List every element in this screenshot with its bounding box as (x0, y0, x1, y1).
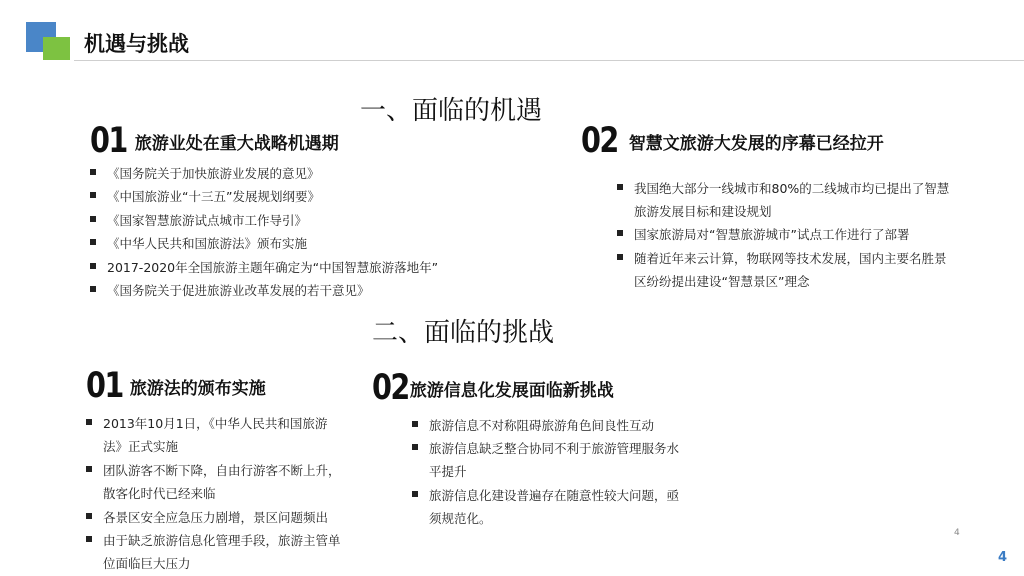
list-item (86, 412, 346, 459)
block-title: 旅游法的颁布实施 (129, 378, 266, 399)
list-item-text: 《国务院关于加快旅游业发展的意见》 (107, 166, 320, 181)
list-item (90, 256, 490, 279)
list-item-text: 国家旅游局对“智慧旅游城市”试点工作进行了部署 (634, 227, 910, 243)
list-item-text: 《中华人民共和国旅游法》颁布实施 (107, 236, 308, 252)
list-item (86, 459, 346, 506)
block-number: 01 (86, 366, 123, 406)
square-bullet-icon (90, 216, 96, 222)
list-item (617, 223, 957, 246)
square-bullet-icon (617, 254, 623, 260)
block-heading-challenge-1 (86, 366, 266, 406)
list-item (412, 437, 682, 483)
list-item-text: 随着近年来云计算，物联网等技术发展，国内主要名胜景区纷纷提出建设“智慧景区”理念 (634, 250, 947, 289)
square-bullet-icon (90, 239, 96, 245)
list-item (412, 484, 682, 530)
square-bullet-icon (617, 184, 623, 190)
square-bullet-icon (86, 466, 92, 472)
list-item (90, 232, 490, 255)
square-bullet-icon (86, 536, 92, 542)
square-bullet-icon (86, 513, 92, 519)
block-title: 智慧文旅游大发展的序幕已经拉开 (628, 133, 884, 154)
block-heading-opportunity-2 (581, 121, 884, 161)
block-number: 01 (90, 121, 127, 161)
logo-green-square (43, 37, 70, 60)
slide-title: 机遇与挑战 (84, 32, 189, 56)
list-item-text: 各景区安全应急压力剧增，景区问题频出 (103, 509, 329, 525)
list-item-text: 由于缺乏旅游信息化管理手段，旅游主管单位面临巨大压力 (103, 533, 341, 572)
list-item-text: 旅游信息不对称阻碍旅游角色间良性互动 (429, 418, 655, 433)
square-bullet-icon (90, 192, 96, 198)
list-item-text: 《中国旅游业“十三五”发展规划纲要》 (107, 189, 320, 205)
list-item-text: 团队游客不断下降，自由行游客不断上升，散客化时代已经来临 (103, 462, 341, 502)
page-number: 4 (998, 550, 1008, 565)
bullet-list-challenge-2 (412, 414, 682, 530)
list-item-text: 《国务院关于促进旅游业改革发展的若干意见》 (107, 283, 370, 299)
list-item (86, 506, 346, 529)
bullet-list-opportunity-2 (617, 177, 957, 293)
square-bullet-icon (617, 230, 623, 236)
square-bullet-icon (412, 421, 418, 427)
section-title-opportunities: 一、面临的机遇 (360, 96, 543, 126)
bullet-list-opportunity-1 (90, 162, 490, 302)
block-number: 02 (581, 121, 618, 161)
list-item (86, 529, 346, 576)
list-item-text: 《国家智慧旅游试点城市工作导引》 (107, 212, 308, 228)
list-item-text: 我国绝大部分一线城市和80%的二线城市均已提出了智慧旅游发展目标和建设规划 (634, 181, 950, 220)
list-item (90, 209, 490, 232)
block-heading-challenge-2 (372, 368, 614, 408)
block-heading-opportunity-1 (90, 121, 339, 161)
section-title-challenges: 二、面临的挑战 (372, 318, 555, 348)
square-bullet-icon (90, 263, 96, 269)
square-bullet-icon (412, 491, 418, 497)
block-number: 02 (372, 368, 409, 408)
header-divider (74, 60, 1024, 61)
list-item-text: 2017-2020年全国旅游主题年确定为“中国智慧旅游落地年” (107, 259, 439, 275)
list-item (90, 185, 490, 208)
square-bullet-icon (90, 286, 96, 292)
list-item-text: 旅游信息化建设普遍存在随意性较大问题，亟须规范化。 (429, 487, 680, 526)
square-bullet-icon (412, 444, 418, 450)
list-item (90, 162, 490, 185)
list-item (412, 414, 682, 437)
square-bullet-icon (86, 419, 92, 425)
list-item (617, 247, 957, 293)
list-item-text: 2013年10月1日，《中华人民共和国旅游法》正式实施 (103, 416, 328, 455)
list-item-text: 旅游信息缺乏整合协同不利于旅游管理服务水平提升 (429, 441, 680, 480)
list-item (617, 177, 957, 223)
list-item (90, 279, 490, 302)
bullet-list-challenge-1 (86, 412, 346, 576)
page-number-faint: 4 (954, 528, 960, 538)
block-title: 旅游信息化发展面临新挑战 (409, 380, 614, 401)
square-bullet-icon (90, 169, 96, 175)
block-title: 旅游业处在重大战略机遇期 (134, 133, 339, 154)
